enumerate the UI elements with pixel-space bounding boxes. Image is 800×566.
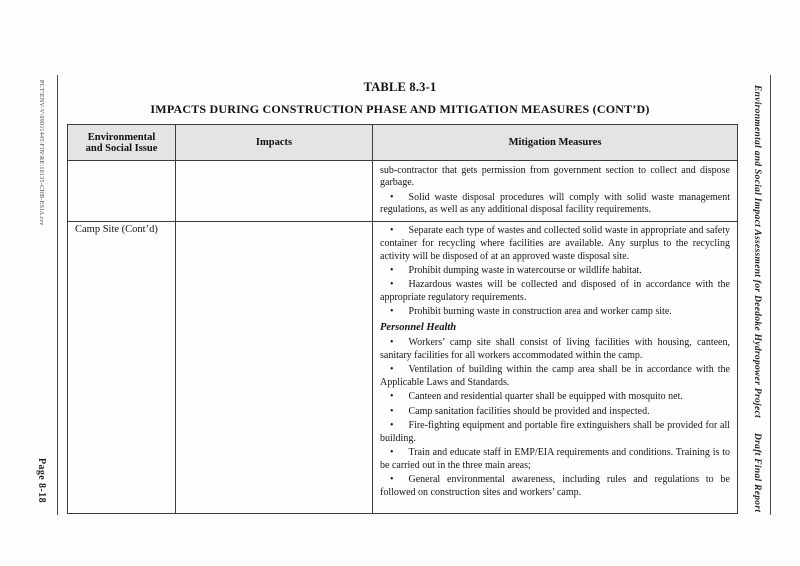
page-number: Page 8-18 xyxy=(36,458,47,503)
mitigation-bullet xyxy=(380,306,730,319)
bullet-icon xyxy=(390,406,394,419)
mitigation-bullet xyxy=(380,337,730,363)
report-label-sideways: Draft Final Report xyxy=(752,433,762,513)
document-file-reference: PCT\ENV-V\09011445\FIN\RE\10135-CHB-ESIA.rev xyxy=(38,80,44,226)
bullet-icon xyxy=(390,265,394,278)
table-row xyxy=(68,221,738,513)
bullet-icon xyxy=(390,306,394,319)
bullet-icon xyxy=(390,474,394,487)
mitigation-bullet xyxy=(380,192,730,218)
table-number-heading: TABLE 8.3-1 xyxy=(363,80,437,94)
mitigation-bullet xyxy=(380,420,730,446)
mitigation-bullet xyxy=(380,225,730,263)
bullet-icon xyxy=(390,279,394,292)
mitigation-bullet xyxy=(380,265,730,278)
impacts-cell-empty xyxy=(176,221,373,513)
mitigation-text: Camp sanitation facilities should be provided and inspected. xyxy=(408,405,650,417)
mitigation-text: Prohibit burning waste in construction area and worker camp site. xyxy=(408,306,672,318)
issue-cell-camp-site: Camp Site (Cont’d) xyxy=(68,221,176,513)
bullet-icon xyxy=(390,391,394,404)
bullet-icon xyxy=(390,364,394,377)
mitigation-text: Ventilation of building within the camp area shall be in accordance with the Applicable Laws and Standards. xyxy=(380,364,730,388)
right-margin-rule xyxy=(770,75,771,515)
mitigation-text: Workers’ camp site shall consist of living facilities with housing, canteen, sanitary facilities for all workers accommodated within the camp. xyxy=(380,337,730,361)
mitigation-bullet xyxy=(380,406,730,419)
personnel-health-subheading: Personnel Health xyxy=(380,321,457,333)
mitigation-bullet xyxy=(380,364,730,390)
mitigation-bullet xyxy=(380,279,730,305)
mitigation-bullet xyxy=(380,447,730,473)
mitigation-text: Hazardous wastes will be collected and disposed of in accordance with the appropriate regulatory requirements. xyxy=(380,279,730,304)
mitigation-text: Prohibit dumping waste in watercourse or wildlife habitat. xyxy=(408,265,642,277)
mitigation-cell xyxy=(373,161,738,222)
table-row xyxy=(68,161,738,222)
impacts-mitigation-table xyxy=(67,124,738,514)
issue-cell-empty xyxy=(68,161,176,222)
mitigation-text: General environmental awareness, including rules and regulations to be followed on construction sites and workers’ camp. xyxy=(380,474,730,498)
mitigation-text: Solid waste disposal procedures will comply with solid waste management regulations, as well as any additional disposal facility requirements. xyxy=(380,191,730,216)
mitigation-bullet xyxy=(380,391,730,404)
column-header-impacts: Impacts xyxy=(176,125,373,161)
mitigation-cell xyxy=(373,221,738,513)
column-header-mitigation-measures: Mitigation Measures xyxy=(373,125,738,161)
mitigation-text: Fire-fighting equipment and portable fire extinguishers shall be provided for all building. xyxy=(380,419,730,444)
mitigation-text: Train and educate staff in EMP/EIA requirements and conditions. Training is to be carried out in the three main areas; xyxy=(380,446,730,471)
bullet-icon xyxy=(390,447,394,460)
table-header-row xyxy=(68,125,738,161)
mitigation-text: Canteen and residential quarter shall be equipped with mosquito net. xyxy=(408,391,683,403)
table-title-heading: IMPACTS DURING CONSTRUCTION PHASE AND MITIGATION MEASURES (CONT’D) xyxy=(150,102,650,116)
mitigation-text: sub-contractor that gets permission from government section to collect and dispose garbage. xyxy=(380,164,730,189)
mitigation-bullet xyxy=(380,474,730,500)
bullet-icon xyxy=(390,192,394,205)
document-title-sideways: Environmental and Social Impact Assessment for Deedoke Hydropower Project xyxy=(752,85,762,418)
bullet-icon xyxy=(390,420,394,433)
left-margin-rule xyxy=(57,75,58,515)
mitigation-text: Separate each type of wastes and collected solid waste in appropriate and safety container for recycling where facilities are available. Any surplus to the recycling activity will be disposed of at an approved waste disposal site. xyxy=(380,225,730,262)
bullet-icon xyxy=(390,225,394,238)
impacts-cell-empty xyxy=(176,161,373,222)
column-header-environmental-social-issue: Environmental and Social Issue xyxy=(68,125,176,161)
bullet-icon xyxy=(390,337,394,350)
